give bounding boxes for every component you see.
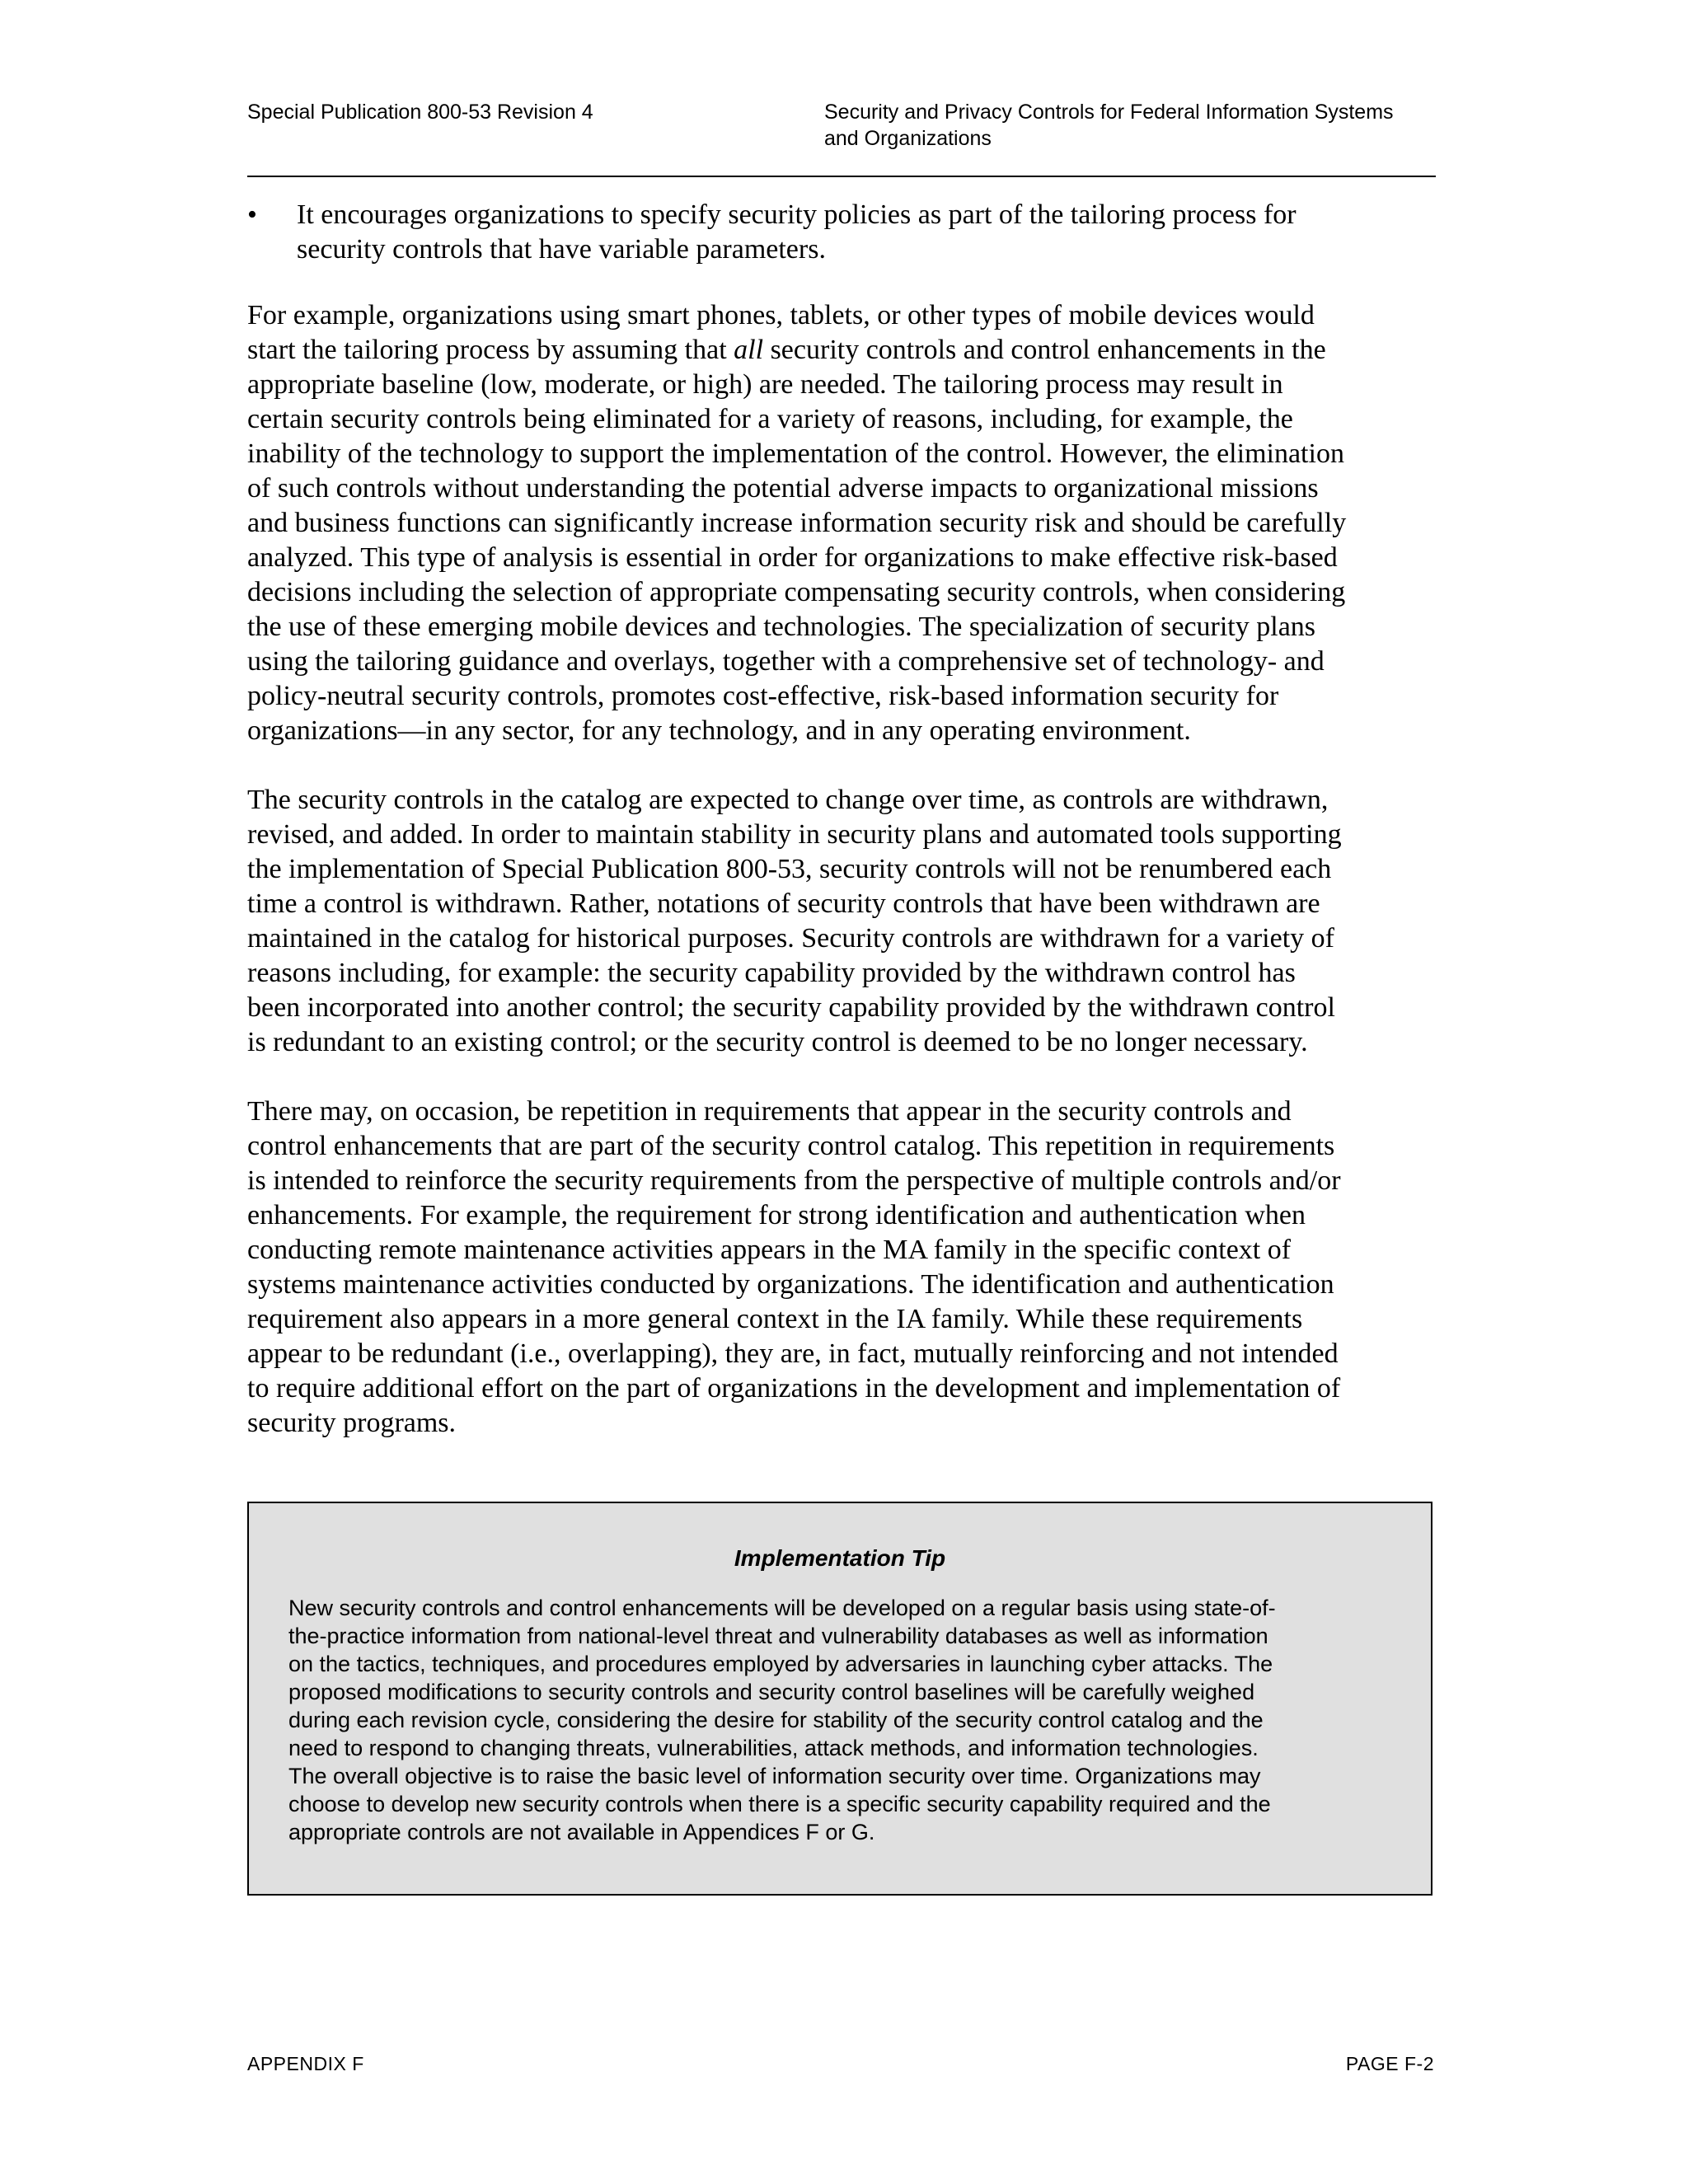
paragraph-line: There may, on occasion, be repetition in requirements that appear in the security controls and: [247, 1096, 1292, 1127]
bullet-line: It encourages organizations to specify security policies as part of the tailoring process for: [297, 199, 1296, 230]
tip-line: proposed modifications to security controls and security control baselines will be carefully weighed: [288, 1680, 1255, 1704]
paragraph-line: of such controls without understanding the potential adverse impacts to organizational missions: [247, 473, 1319, 504]
paragraph-line: decisions including the selection of appropriate compensating security controls, when considering: [247, 577, 1346, 607]
implementation-tip-box: [247, 1502, 1432, 1896]
tip-line: choose to develop new security controls when there is a specific security capability required and the: [288, 1792, 1271, 1816]
paragraph-repetition: [247, 1094, 1438, 1441]
bullet-item: [247, 198, 1438, 267]
paragraph-line: revised, and added. In order to maintain stability in security plans and automated tools supporting: [247, 819, 1342, 850]
bullet-symbol: •: [247, 199, 257, 230]
header-publication: Special Publication 800-53 Revision 4: [247, 101, 593, 124]
paragraph-line: using the tailoring guidance and overlays, together with a comprehensive set of technology- and: [247, 646, 1325, 677]
implementation-tip-title: Implementation Tip: [734, 1545, 946, 1571]
header-title-line: and Organizations: [824, 127, 992, 150]
paragraph-line: systems maintenance activities conducted by organizations. The identification and authentication: [247, 1269, 1334, 1300]
paragraph-catalog-changes: [247, 783, 1438, 1060]
line-text: security controls and control enhancements in the: [763, 335, 1326, 365]
bullet-line: security controls that have variable parameters.: [297, 234, 826, 265]
tip-line: need to respond to changing threats, vulnerabilities, attack methods, and information technologies.: [288, 1736, 1259, 1760]
paragraph-line: requirement also appears in a more general context in the IA family. While these requirements: [247, 1304, 1303, 1334]
paragraph-line: organizations—in any sector, for any technology, and in any operating environment.: [247, 715, 1191, 746]
paragraph-line: enhancements. For example, the requirement for strong identification and authentication when: [247, 1200, 1306, 1230]
paragraph-line: to require additional effort on the part of organizations in the development and implementation of: [247, 1373, 1341, 1404]
paragraph-line: appropriate baseline (low, moderate, or high) are needed. The tailoring process may result in: [247, 369, 1283, 400]
paragraph-line: maintained in the catalog for historical purposes. Security controls are withdrawn for a variety of: [247, 923, 1334, 954]
paragraph-line: The security controls in the catalog are expected to change over time, as controls are withdrawn,: [247, 785, 1329, 815]
body-text: [247, 198, 1438, 1475]
header-title: [824, 99, 1451, 152]
tip-line: during each revision cycle, considering the desire for stability of the security control catalog and the: [288, 1708, 1264, 1732]
paragraph-line: [247, 333, 1438, 368]
paragraph-line: inability of the technology to support the implementation of the control. However, the elimination: [247, 438, 1344, 469]
header-divider: [247, 176, 1436, 177]
paragraph-line: conducting remote maintenance activities appears in the MA family in the specific context of: [247, 1235, 1292, 1265]
paragraph-line: the use of these emerging mobile devices and technologies. The specialization of security plans: [247, 612, 1316, 642]
implementation-tip-text: [288, 1594, 1401, 1846]
tip-line: New security controls and control enhancements will be developed on a regular basis using state-of-: [288, 1596, 1276, 1620]
paragraph-line: control enhancements that are part of the security control catalog. This repetition in requirements: [247, 1131, 1335, 1161]
paragraph-line: is intended to reinforce the security requirements from the perspective of multiple controls and/or: [247, 1165, 1341, 1196]
paragraph-line: is redundant to an existing control; or the security control is deemed to be no longer necessary.: [247, 1027, 1308, 1057]
paragraph-line: the implementation of Special Publication 800-53, security controls will not be renumbered each: [247, 854, 1332, 884]
footer-page-number: PAGE F-2: [1345, 2053, 1434, 2074]
tip-line: The overall objective is to raise the basic level of information security over time. Organizations may: [288, 1764, 1261, 1788]
line-text: start the tailoring process by assuming that: [247, 335, 734, 365]
paragraph-line: and business functions can significantly increase information security risk and should be carefully: [247, 508, 1347, 538]
header-title-line: Security and Privacy Controls for Federal Information Systems: [824, 101, 1394, 124]
emphasis-all: all: [734, 335, 764, 365]
paragraph-line: appear to be redundant (i.e., overlapping), they are, in fact, mutually reinforcing and not intended: [247, 1338, 1339, 1369]
paragraph-mobile-devices: [247, 298, 1438, 748]
tip-line: the-practice information from national-level threat and vulnerability databases as well as information: [288, 1624, 1268, 1648]
paragraph-line: time a control is withdrawn. Rather, notations of security controls that have been withdrawn are: [247, 888, 1320, 919]
paragraph-line: policy-neutral security controls, promotes cost-effective, risk-based information security for: [247, 681, 1279, 711]
paragraph-line: security programs.: [247, 1408, 457, 1438]
footer-appendix: APPENDIX F: [247, 2053, 364, 2074]
paragraph-line: For example, organizations using smart phones, tablets, or other types of mobile devices would: [247, 300, 1315, 330]
tip-line: appropriate controls are not available in Appendices F or G.: [288, 1820, 875, 1844]
tip-line: on the tactics, techniques, and procedures employed by adversaries in launching cyber attacks. The: [288, 1652, 1273, 1676]
paragraph-line: certain security controls being eliminated for a variety of reasons, including, for example, the: [247, 404, 1293, 434]
paragraph-line: analyzed. This type of analysis is essential in order for organizations to make effective risk-based: [247, 542, 1338, 573]
paragraph-line: reasons including, for example: the security capability provided by the withdrawn control has: [247, 958, 1296, 988]
paragraph-line: been incorporated into another control; the security capability provided by the withdrawn control: [247, 992, 1335, 1023]
